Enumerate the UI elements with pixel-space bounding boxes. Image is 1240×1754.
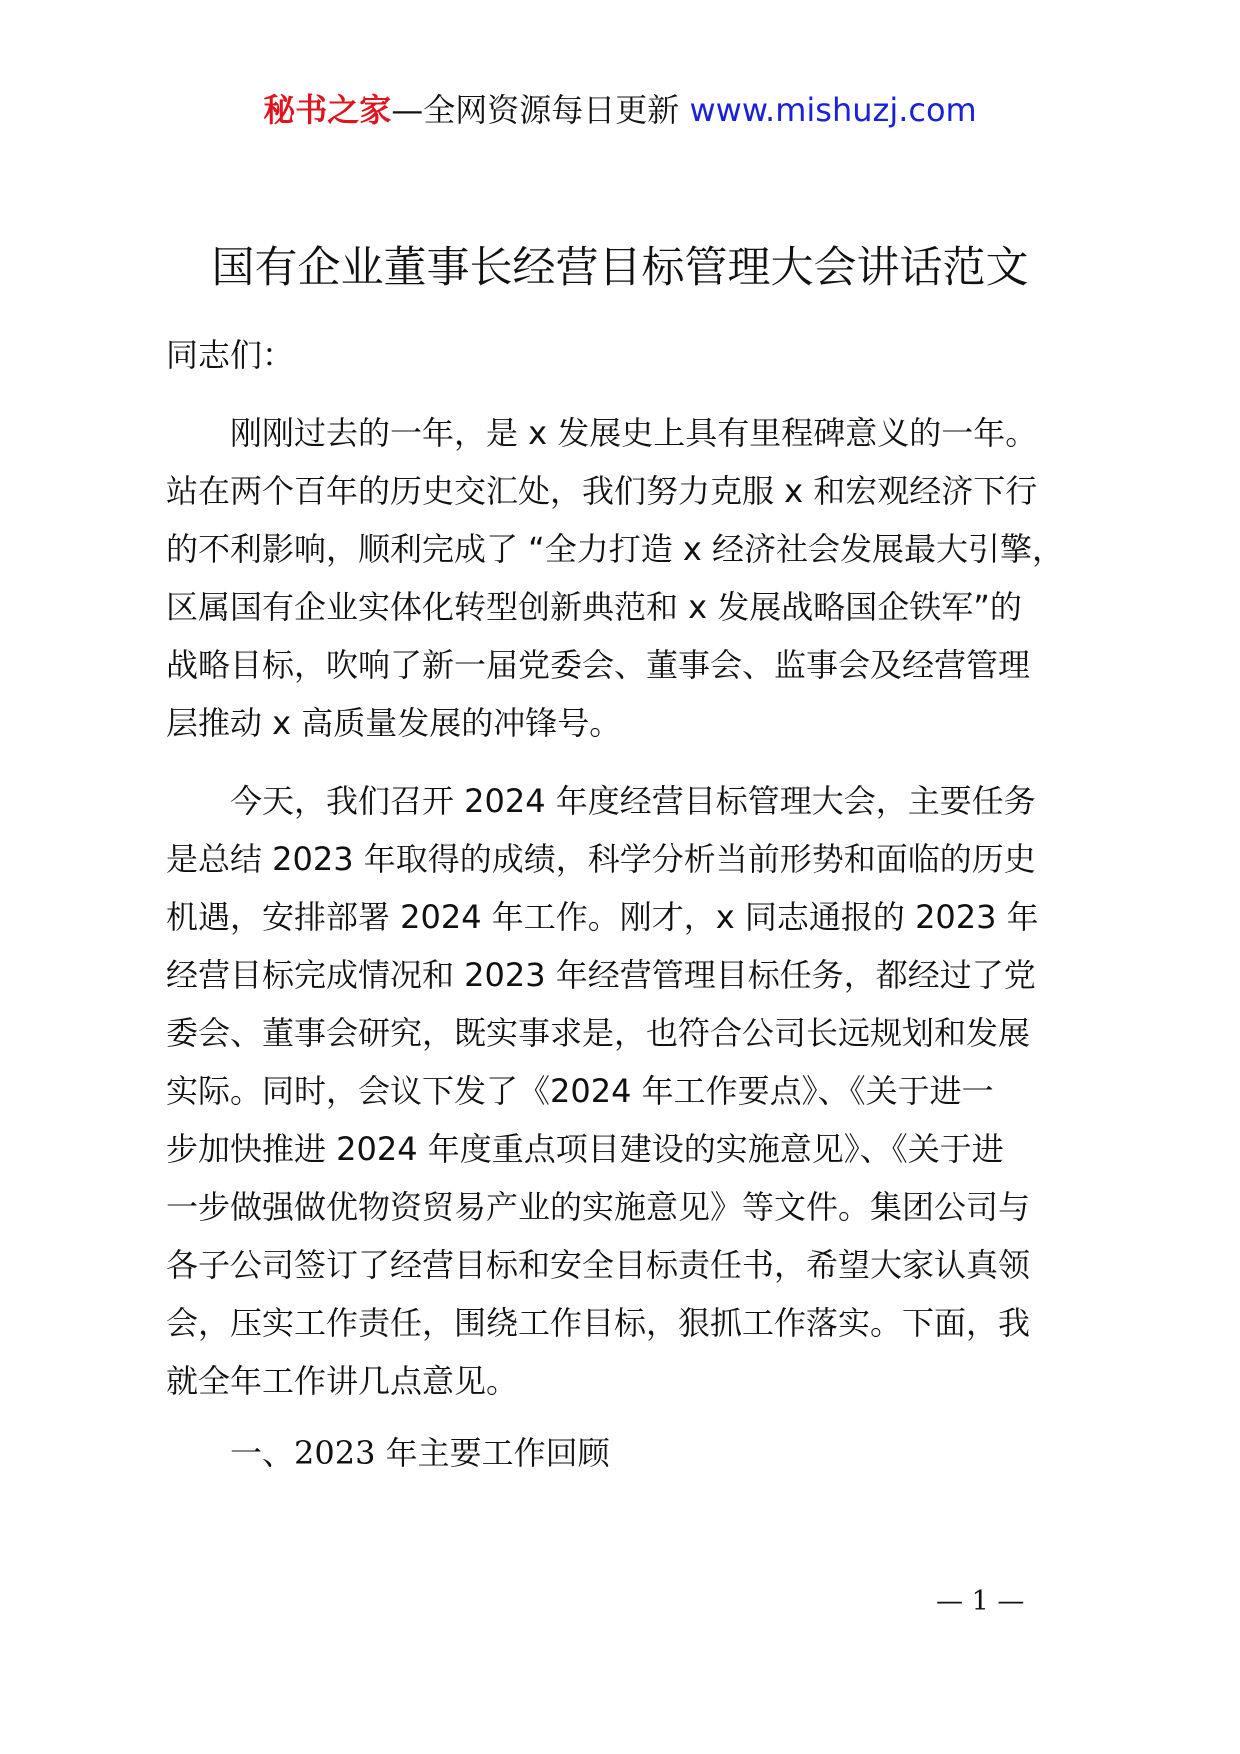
document-title: 国有企业董事长经营目标管理大会讲话范文 xyxy=(211,243,1029,293)
paragraph-line: 是总结 2023 年取得的成绩，科学分析当前形势和面临的历史 xyxy=(166,840,1036,878)
paragraph-line: 会，压实工作责任，围绕工作目标，狠抓工作落实。下面，我 xyxy=(166,1304,1031,1342)
paragraph-line: 战略目标，吹响了新一届党委会、董事会、监事会及经营管理 xyxy=(166,646,1031,684)
salutation: 同志们： xyxy=(166,336,295,374)
paragraph-line: 站在两个百年的历史交汇处，我们努力克服 x 和宏观经济下行 xyxy=(166,472,1038,510)
paragraph-line: 区属国有企业实体化转型创新典范和 x 发展战略国企铁军”的 xyxy=(166,588,1022,626)
paragraph-line: 层推动 x 高质量发展的冲锋号。 xyxy=(166,704,622,742)
paragraph-line: 步加快推进 2024 年度重点项目建设的实施意见》、《关于进 xyxy=(166,1130,1004,1168)
paragraph-line: 委会、董事会研究，既实事求是，也符合公司长远规划和发展 xyxy=(166,1014,1031,1052)
section-heading: 一、2023 年主要工作回顾 xyxy=(230,1434,610,1472)
site-header xyxy=(0,90,1240,130)
paragraph-line: 就全年工作讲几点意见。 xyxy=(166,1362,519,1400)
header-tagline: —全网资源每日更新 xyxy=(391,91,690,129)
paragraph-line: 经营目标完成情况和 2023 年经营管理目标任务，都经过了党 xyxy=(166,956,1036,994)
paragraph-line: 实际。同时，会议下发了《2024 年工作要点》、《关于进一 xyxy=(166,1072,994,1110)
paragraph-2 xyxy=(166,772,1106,1410)
paragraph-line: 刚刚过去的一年，是 x 发展史上具有里程碑意义的一年。 xyxy=(230,414,1038,452)
paragraph-line: 今天，我们召开 2024 年度经营目标管理大会，主要任务 xyxy=(230,782,1036,820)
paragraph-1 xyxy=(166,404,1106,752)
page-number: — 1 — xyxy=(936,1586,1025,1617)
brand-name: 秘书之家 xyxy=(263,91,392,129)
paragraph-line: 的不利影响，顺利完成了 “全力打造 x 经济社会发展最大引擎， xyxy=(166,530,1065,568)
paragraph-line: 一步做强做优物资贸易产业的实施意见》等文件。集团公司与 xyxy=(166,1188,1031,1226)
site-url-link[interactable]: www.mishuzj.com xyxy=(689,91,977,129)
paragraph-line: 机遇，安排部署 2024 年工作。刚才，x 同志通报的 2023 年 xyxy=(166,898,1039,936)
paragraph-line: 各子公司签订了经营目标和安全目标责任书，希望大家认真领 xyxy=(166,1246,1031,1284)
